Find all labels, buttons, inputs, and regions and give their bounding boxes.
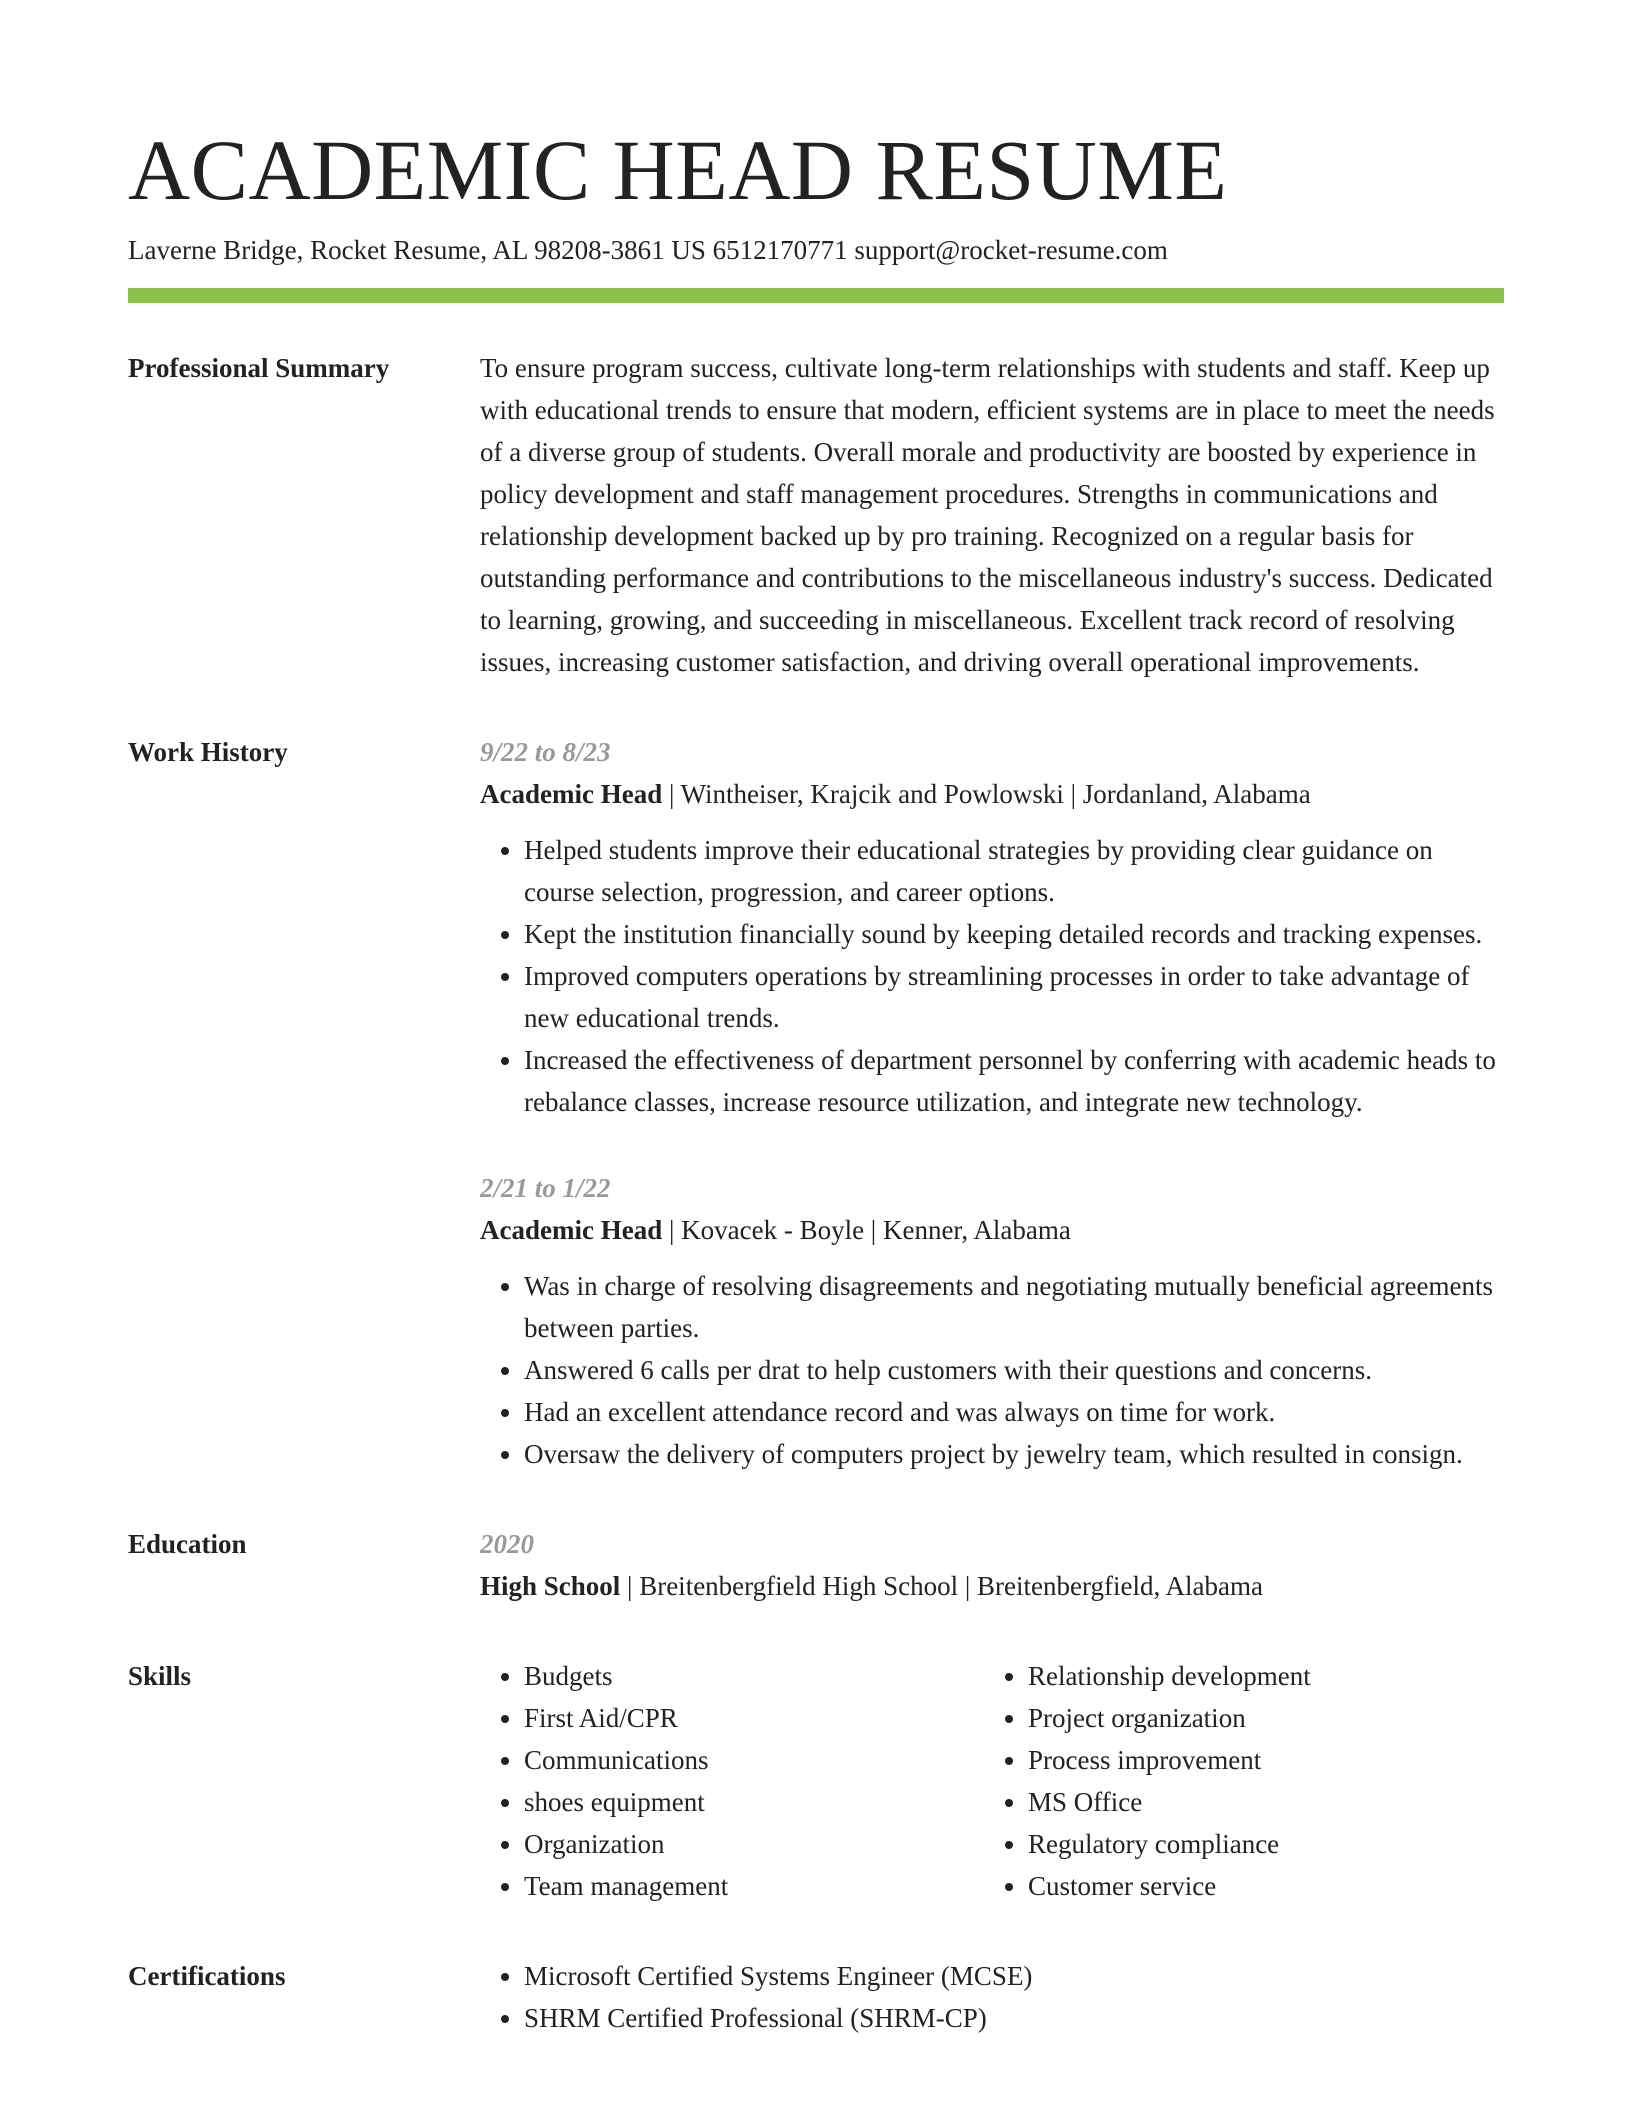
section-label-skills: Skills <box>128 1661 192 1691</box>
job-dates: 2/21 to 1/22 <box>480 1173 611 1203</box>
skill-item: • Budgets <box>524 1655 984 1697</box>
job-bullet: • Increased the effectiveness of department personnel by conferring with academic heads to rebalance classes, increase resource utilization, and integrate new technology. <box>524 1039 1504 1123</box>
job-employer-location: | Kovacek - Boyle | Kenner, Alabama <box>662 1215 1071 1245</box>
skills-list-right <box>984 1655 1488 1907</box>
skill-item: • First Aid/CPR <box>524 1697 984 1739</box>
work-history-section <box>128 731 1504 1475</box>
job-bullet: • Helped students improve their educational strategies by providing clear guidance on course selection, progression, and career options. <box>524 829 1504 913</box>
skill-item: • MS Office <box>1028 1781 1488 1823</box>
skills-list-left <box>480 1655 984 1907</box>
certification-item: • SHRM Certified Professional (SHRM-CP) <box>524 1997 1504 2039</box>
skill-item: • Communications <box>524 1739 984 1781</box>
skills-section <box>128 1655 1504 1907</box>
skill-item: • Regulatory compliance <box>1028 1823 1488 1865</box>
job-bullet: • Oversaw the delivery of computers project by jewelry team, which resulted in consign. <box>524 1433 1504 1475</box>
resume-page <box>128 120 1504 2039</box>
skill-item: • Customer service <box>1028 1865 1488 1907</box>
certifications-section <box>128 1955 1504 2039</box>
job-employer-location: | Wintheiser, Krajcik and Powlowski | Jordanland, Alabama <box>662 779 1311 809</box>
summary-text: To ensure program success, cultivate long-term relationships with students and staff. Keep up with educational trends to ensure that modern, efficient systems are in place to meet the needs of a diverse group of students. Overall morale and productivity are boosted by experience in policy development and staff management procedures. Strengths in communications and relationship development backed up by pro training. Recognized on a regular basis for outstanding performance and contributions to the miscellaneous industry's success. Dedicated to learning, growing, and succeeding in miscellaneous. Excellent track record of resolving issues, increasing customer satisfaction, and driving overall operational improvements. <box>480 353 1495 677</box>
job-bullet: • Had an excellent attendance record and was always on time for work. <box>524 1391 1504 1433</box>
header-divider <box>128 288 1504 303</box>
section-label-work-history: Work History <box>128 737 288 767</box>
section-label-summary: Professional Summary <box>128 353 390 383</box>
summary-section <box>128 347 1504 683</box>
job-bullets <box>480 829 1504 1123</box>
skill-item: • Relationship development <box>1028 1655 1488 1697</box>
contact-line: Laverne Bridge, Rocket Resume, AL 98208-3861 US 6512170771 support@rocket-resume.com <box>128 235 1168 265</box>
job-title: Academic Head <box>480 779 663 809</box>
skill-item: • Organization <box>524 1823 984 1865</box>
job-entry <box>480 731 1504 1123</box>
education-school-location: | Breitenbergfield High School | Breitenbergfield, Alabama <box>620 1571 1263 1601</box>
certifications-list <box>480 1955 1504 2039</box>
job-bullet: • Kept the institution financially sound by keeping detailed records and tracking expenses. <box>524 913 1504 955</box>
job-bullet: • Improved computers operations by streamlining processes in order to take advantage of new educational trends. <box>524 955 1504 1039</box>
job-bullet: • Was in charge of resolving disagreements and negotiating mutually beneficial agreements between parties. <box>524 1265 1504 1349</box>
skill-item: • Process improvement <box>1028 1739 1488 1781</box>
section-label-education: Education <box>128 1529 247 1559</box>
job-heading <box>480 1209 1504 1251</box>
section-label-certifications: Certifications <box>128 1961 286 1991</box>
education-degree: High School <box>480 1571 621 1601</box>
job-title: Academic Head <box>480 1215 663 1245</box>
skill-item: • shoes equipment <box>524 1781 984 1823</box>
education-heading <box>480 1565 1504 1607</box>
skill-item: • Team management <box>524 1865 984 1907</box>
job-bullets <box>480 1265 1504 1475</box>
certification-item: • Microsoft Certified Systems Engineer (MCSE) <box>524 1955 1504 1997</box>
skill-item: • Project organization <box>1028 1697 1488 1739</box>
job-heading <box>480 773 1504 815</box>
education-section <box>128 1523 1504 1607</box>
resume-title: ACADEMIC HEAD RESUME <box>128 122 1228 218</box>
education-year: 2020 <box>480 1529 534 1559</box>
job-dates: 9/22 to 8/23 <box>480 737 611 767</box>
job-bullet: • Answered 6 calls per drat to help customers with their questions and concerns. <box>524 1349 1504 1391</box>
job-entry <box>480 1167 1504 1475</box>
